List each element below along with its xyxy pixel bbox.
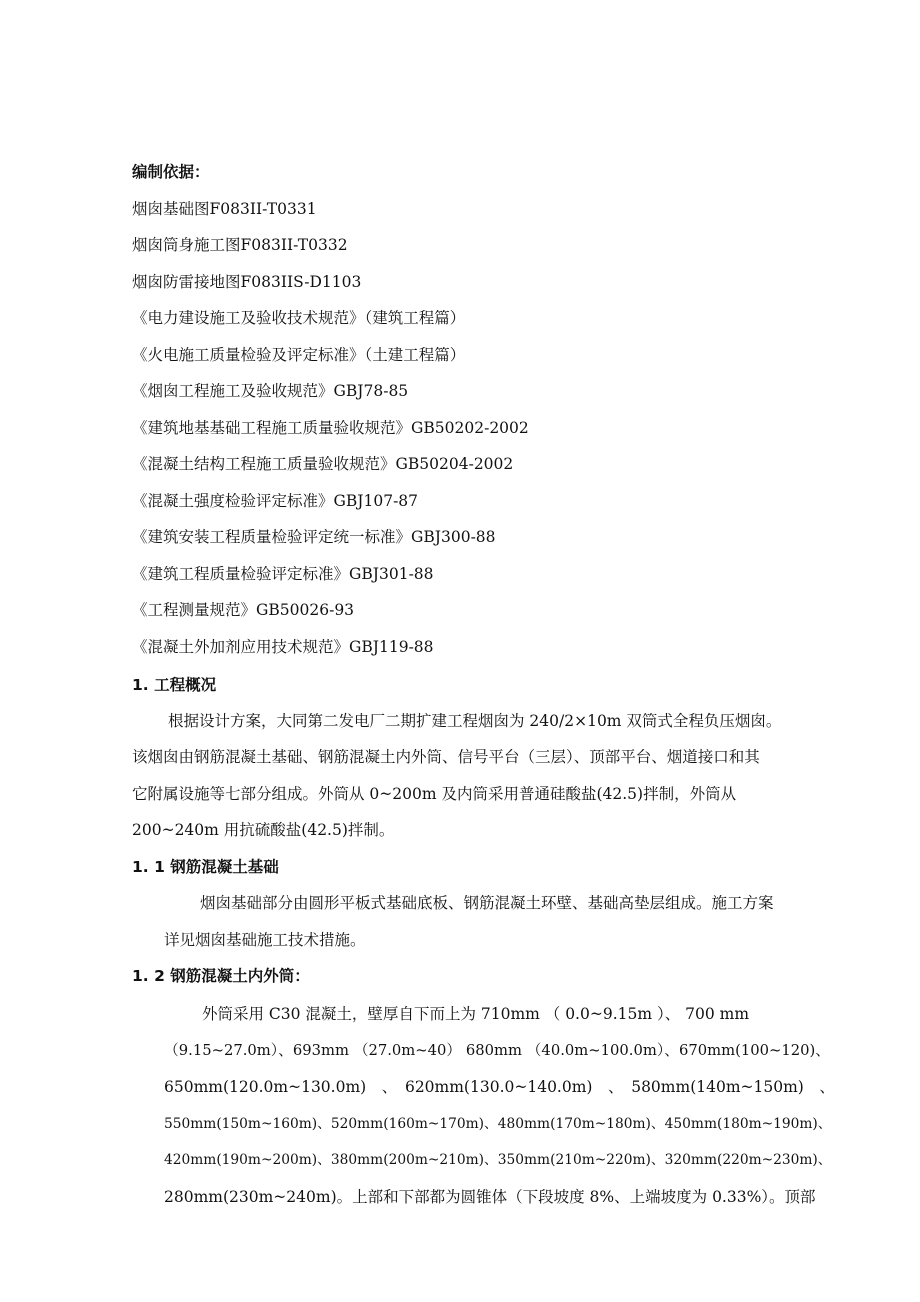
basis-item: 《烟囱工程施工及验收规范》GBJ78-85 <box>132 382 409 400</box>
cylinder-line: 420mm(190m~200m)、380mm(200m~210m)、350mm(210m~220m)、320mm(220m~230m)、 <box>164 1152 832 1168</box>
basis-item: 《建筑工程质量检验评定标准》GBJ301-88 <box>132 565 434 583</box>
overview-heading: 1. 工程概况 <box>132 676 217 694</box>
cylinder-line: 650mm(120.0m~130.0m) 、 620mm(130.0~140.0m) 、 580mm(140m~150m) 、 <box>164 1078 835 1096</box>
basis-heading: 编制依据： <box>132 163 210 181</box>
basis-item: 《电力建设施工及验收技术规范》（建筑工程篇） <box>132 309 466 327</box>
basis-item: 《建筑地基基础工程施工质量验收规范》GB50202-2002 <box>132 419 529 437</box>
foundation-heading: 1. 1 钢筋混凝土基础 <box>132 858 279 876</box>
overview-line: 根据设计方案，大同第二发电厂二期扩建工程烟囱为 240/2×10m 双筒式全程负压烟囱。 <box>168 712 782 730</box>
cylinder-line: 外筒采用 C30 混凝土，壁厚自下而上为 710mm （ 0.0~9.15m ）、 700 mm <box>202 1005 750 1023</box>
cylinder-line: 550mm(150m~160m)、520mm(160m~170m)、480mm(170m~180m)、450mm(180m~190m)、 <box>164 1116 832 1132</box>
overview-line: 它附属设施等七部分组成。外筒从 0~200m 及内筒采用普通硅酸盐(42.5)拌制，外筒从 <box>132 785 737 803</box>
basis-item: 《工程测量规范》GB50026-93 <box>132 601 355 619</box>
basis-item: 《混凝土强度检验评定标准》GBJ107-87 <box>132 492 419 510</box>
basis-item: 《混凝土外加剂应用技术规范》GBJ119-88 <box>132 638 434 656</box>
overview-line: 该烟囱由钢筋混凝土基础、钢筋混凝土内外筒、信号平台（三层）、顶部平台、烟道接口和其 <box>132 748 760 766</box>
cylinder-line: 280mm(230m~240m)。上部和下部都为圆锥体（下段坡度 8%、上端坡度为 0.33%）。顶部 <box>164 1188 816 1206</box>
overview-line: 200~240m 用抗硫酸盐(42.5)拌制。 <box>132 821 395 839</box>
foundation-line: 详见烟囱基础施工技术措施。 <box>164 931 366 949</box>
basis-item: 烟囱基础图F083II-T0331 <box>132 200 317 218</box>
basis-item: 烟囱筒身施工图F083II-T0332 <box>132 236 348 254</box>
basis-item: 烟囱防雷接地图F083IIS-D1103 <box>132 273 362 291</box>
basis-item: 《火电施工质量检验及评定标准》（土建工程篇） <box>132 346 466 364</box>
basis-item: 《混凝土结构工程施工质量验收规范》GB50204-2002 <box>132 455 514 473</box>
cylinder-line: （9.15~27.0m）、693mm （27.0m~40） 680mm （40.0m~100.0m）、670mm(100~120)、 <box>164 1042 831 1059</box>
basis-item: 《建筑安装工程质量检验评定统一标准》GBJ300-88 <box>132 528 496 546</box>
foundation-line: 烟囱基础部分由圆形平板式基础底板、钢筋混凝土环壁、基础高垫层组成。施工方案 <box>200 894 774 912</box>
cylinder-heading: 1. 2 钢筋混凝土内外筒： <box>132 967 310 985</box>
